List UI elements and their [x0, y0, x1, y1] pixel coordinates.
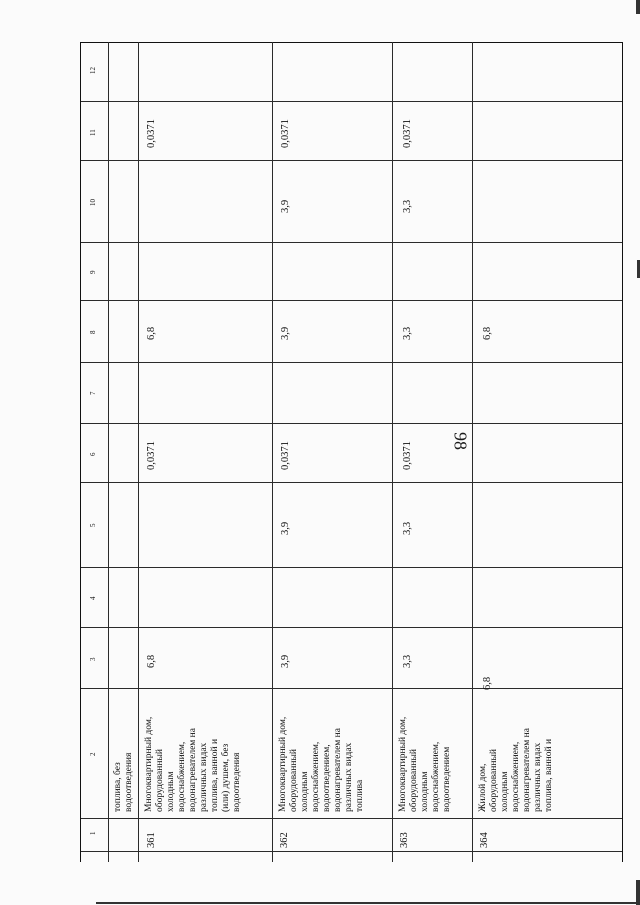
row-divider: [272, 42, 273, 862]
column-divider: [80, 627, 622, 628]
row-364-name: Жилой дом, оборудованный холодным водоснабжением, водонагревателем на различных видах топлива, ванной и: [478, 728, 555, 812]
row-362-col-3: 3,9: [280, 654, 291, 668]
header-col-10: 10: [89, 199, 97, 206]
row-363-col-6: 0,0371: [402, 441, 413, 470]
row-361-col-6: 0,0371: [146, 441, 157, 470]
column-divider: [80, 567, 622, 568]
row-362-number: 362: [279, 832, 290, 848]
row-361-col-8: 6,8: [146, 326, 157, 340]
column-divider: [80, 242, 622, 243]
header-col-3: 3: [89, 657, 97, 661]
table-border-left: [80, 42, 81, 862]
column-divider: [80, 851, 622, 852]
page-number: 98: [450, 432, 471, 450]
header-col-8: 8: [89, 330, 97, 334]
row-362-col-10: 3,9: [280, 199, 291, 213]
header-col-9: 9: [89, 270, 97, 274]
row-divider: [138, 42, 139, 862]
carry-over-row-name: топлива, без водоотведения: [113, 752, 135, 812]
header-col-11: 11: [89, 129, 97, 136]
scan-bottom-line: [96, 902, 640, 904]
row-divider: [392, 42, 393, 862]
row-361-col-11: 0,0371: [146, 119, 157, 148]
row-361-col-3: 6,8: [146, 654, 157, 668]
row-362-name: Многоквартирный дом, оборудованный холодным водоснабжением, водоотведением, водонагревателем на различных видах топлива: [278, 716, 366, 812]
row-362-col-8: 3,9: [280, 326, 291, 340]
row-362-col-11: 0,0371: [280, 119, 291, 148]
row-364-col-3: 6,8: [482, 676, 493, 690]
row-364-number: 364: [479, 832, 490, 848]
header-col-4: 4: [89, 596, 97, 600]
header-col-7: 7: [89, 391, 97, 395]
scan-edge-mark: [636, 0, 640, 14]
row-363-number: 363: [399, 832, 410, 848]
row-361-number: 361: [146, 832, 157, 848]
column-divider: [80, 101, 622, 102]
column-divider: [80, 362, 622, 363]
header-col-6: 6: [89, 452, 97, 456]
row-363-col-8: 3,3: [402, 326, 413, 340]
row-divider: [472, 42, 473, 862]
table-border-top: [80, 42, 622, 43]
row-363-col-10: 3,3: [402, 199, 413, 213]
table-border-right: [622, 42, 623, 862]
header-col-2: 2: [89, 752, 97, 756]
column-divider: [80, 300, 622, 301]
row-364-col-8: 6,8: [482, 326, 493, 340]
header-col-5: 5: [89, 523, 97, 527]
column-divider: [80, 688, 622, 689]
column-divider: [80, 423, 622, 424]
column-divider: [80, 482, 622, 483]
row-363-col-3: 3,3: [402, 654, 413, 668]
header-col-1: 1: [89, 831, 97, 835]
row-361-name: Многоквартирный дом, оборудованный холодным водоснабжением, водонагревателем на различных видах топлива, ванной и (или) душем, без водоотведения: [144, 716, 243, 812]
row-363-name: Многоквартирный дом, оборудованный холодным водоснабжением, водоотведением: [398, 716, 453, 812]
row-363-col-5: 3,3: [402, 521, 413, 535]
row-362-col-6: 0,0371: [280, 441, 291, 470]
column-divider: [80, 160, 622, 161]
row-divider: [108, 42, 109, 862]
row-363-col-11: 0,0371: [402, 119, 413, 148]
header-col-12: 12: [89, 67, 97, 74]
column-divider: [80, 818, 622, 819]
row-362-col-5: 3,9: [280, 521, 291, 535]
